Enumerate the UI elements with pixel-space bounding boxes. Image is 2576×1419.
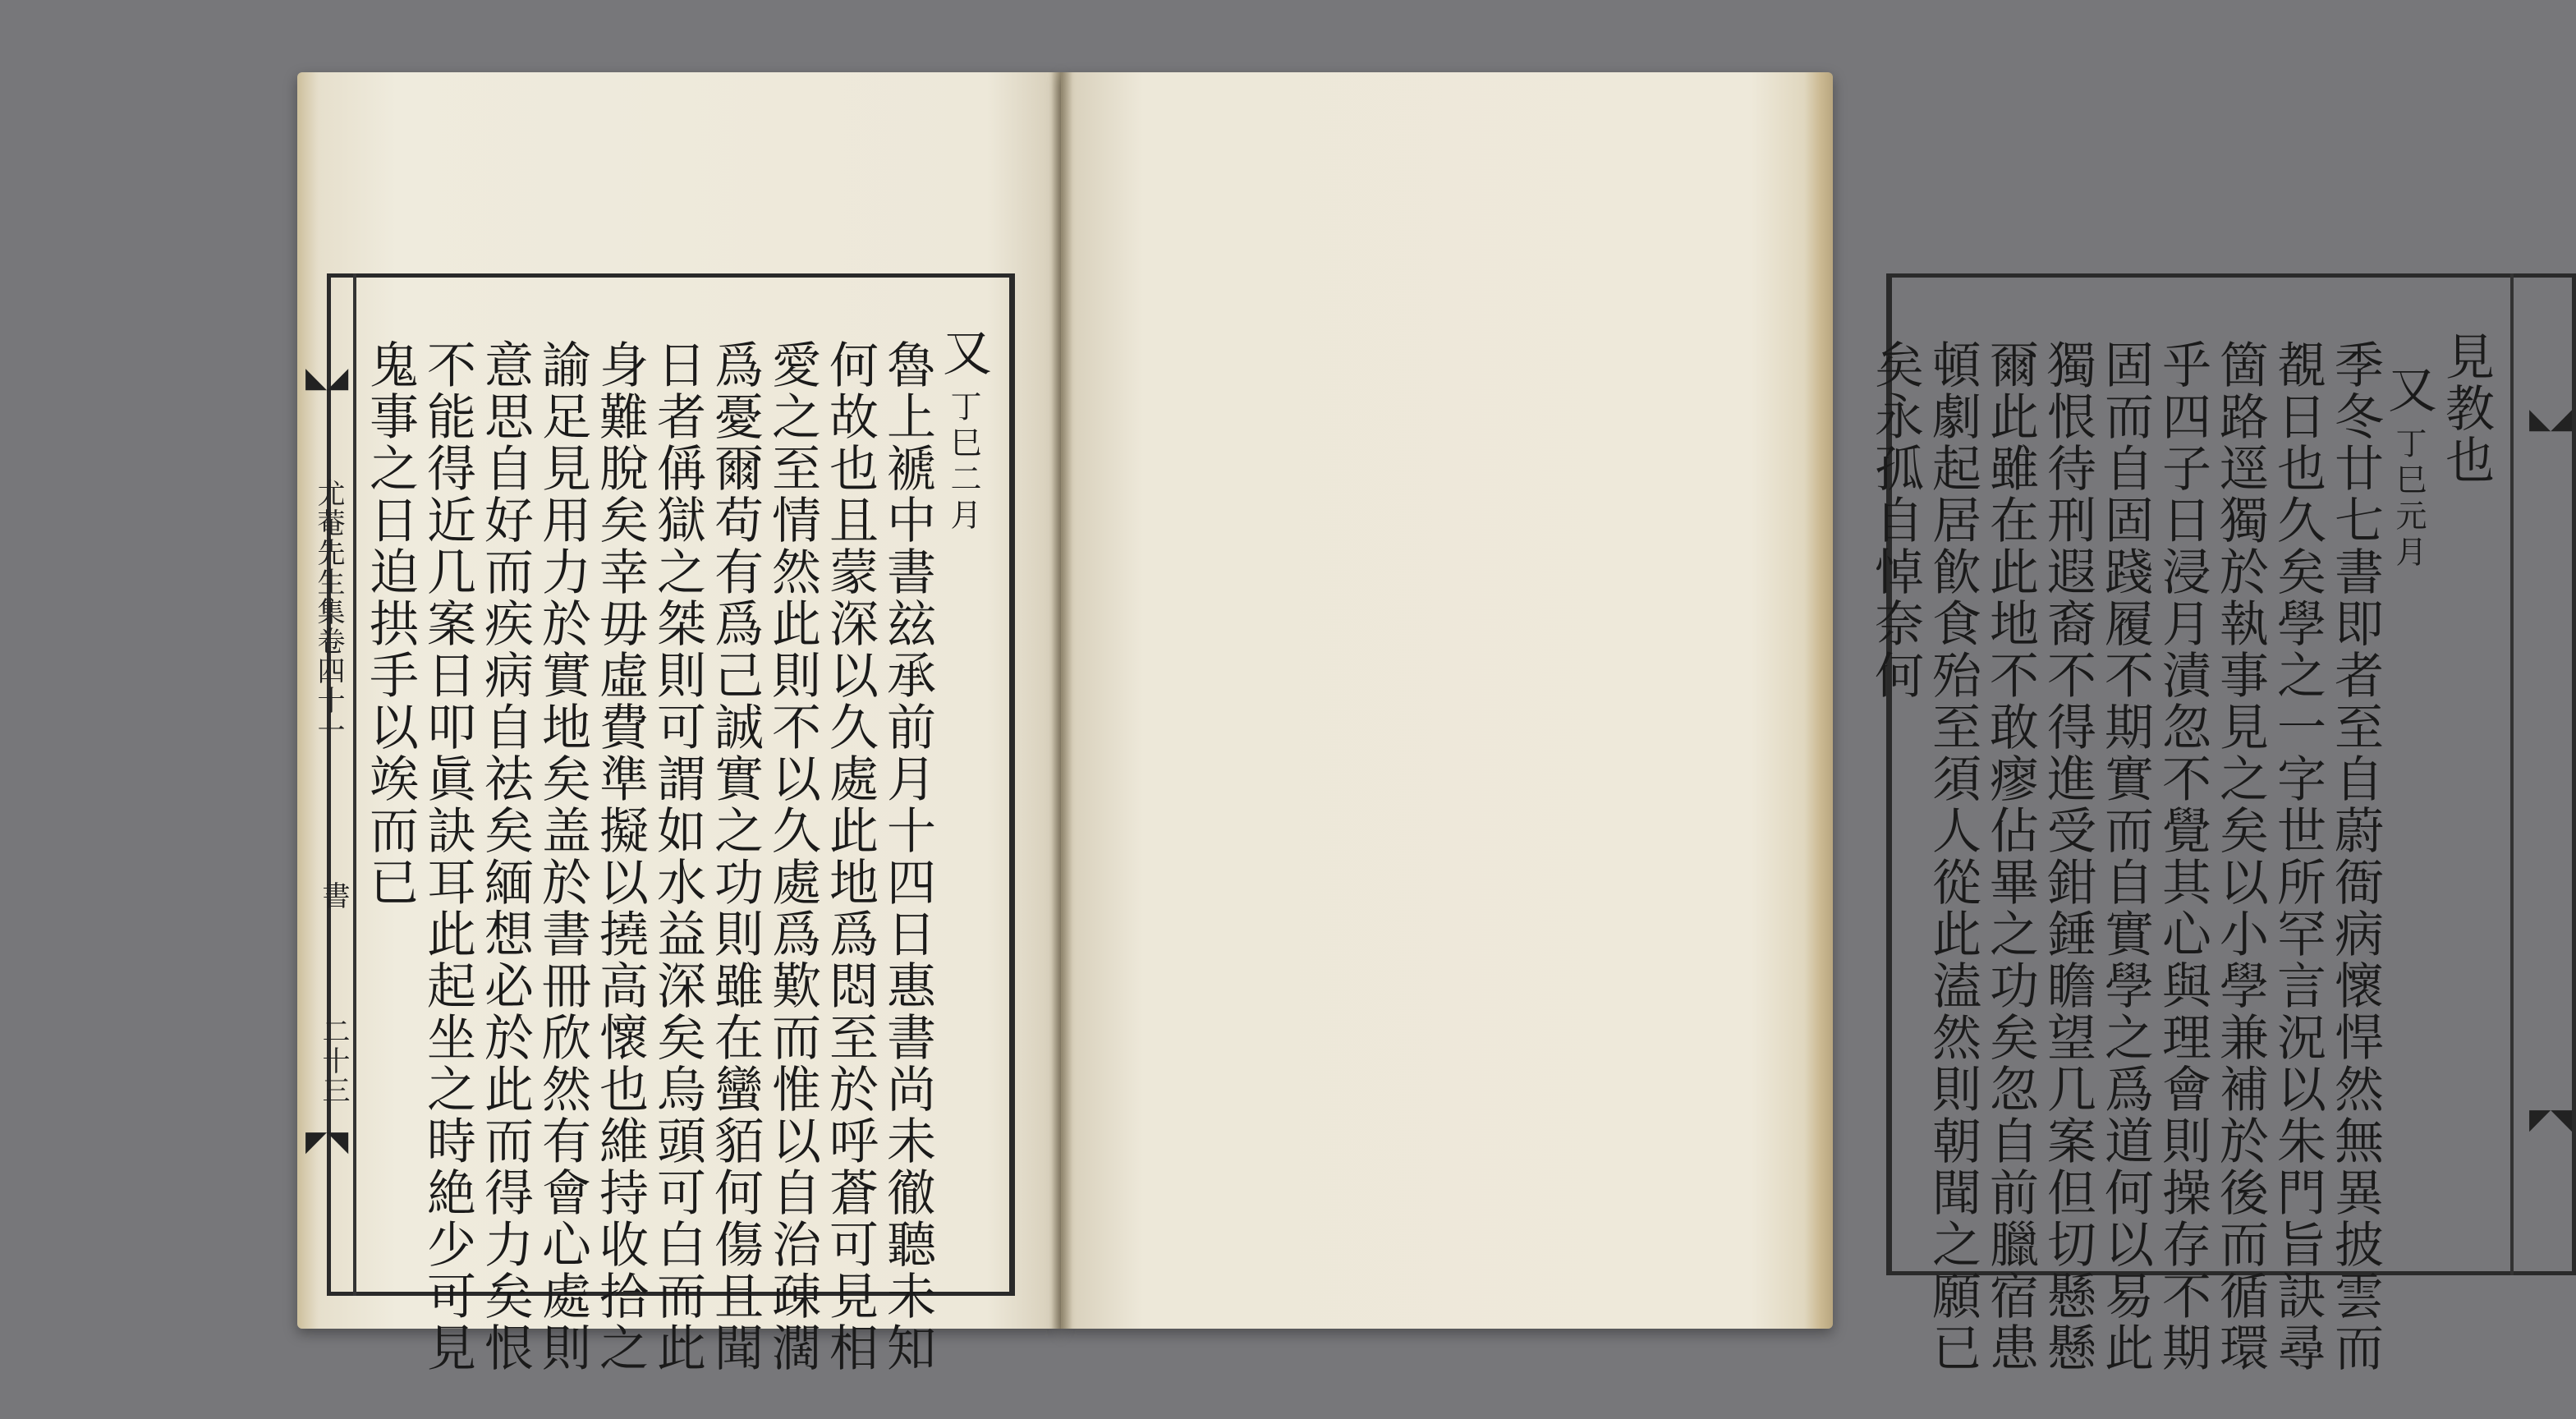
text-column: 魯上褫中書玆承前月十四日惠書尚未徹聽未知 [879,339,936,1374]
left-page [297,72,1061,1374]
page-number: 二十三 [317,1017,350,1105]
text-column: 覩日也久矣學之一字世所罕言況以朱門旨訣尋 [2269,339,2326,1374]
fish-tail-ornament-bottom: ◤◥ [305,1125,349,1158]
text-column: 季冬廿七書即者至自蔚衙病懷悍然無異披雲而 [2326,339,2384,1374]
text-column: 頓劇起居飮食殆至須人從此溘然則朝聞之願已 [1924,339,1981,1374]
text-column: 愛之至情然此則不以久處爲歎而惟以自治疎濶 [764,339,821,1374]
center-strip-rule [353,273,356,1296]
book-gutter [1051,72,1072,1329]
text-column: 固而自固踐履不期實而自實學之爲道何以易此 [2096,339,2154,1374]
text-column: 爲憂爾苟有爲己誠實之功則雖在蠻貊何傷且聞 [706,339,764,1374]
heading-date: 丁巳二月 [945,390,981,535]
left-heading [934,327,992,535]
text-column: 乎四子日浸月漬忽不覺其心與理會則操存不期 [2154,339,2211,1374]
center-section: 書 [317,881,350,911]
text-column: 諭足見用力於實地矣盖於書冊欣然有會心處則 [534,339,591,1374]
right-heading [2380,364,2437,572]
text-column: 日者偁獄之桀則可謂如水益深矣烏頭可白而此 [649,339,706,1374]
fish-tail-ornament-top: ◣◢ [305,361,349,394]
right-center-strip-rule [2510,273,2514,1275]
center-title: 尤菴先生集卷四十一 [312,479,345,745]
open-book [297,72,2573,1374]
heading-text: 又 [2380,364,2437,416]
text-column: 不能得近几案日叩眞訣耳此起坐之時絶少可見 [419,339,476,1374]
text-column: 爾此雖在此地不敢瘳佔畢之功矣忽自前臘宿患 [1981,339,2039,1374]
right-page [1061,72,2573,1374]
heading-text: 又 [934,327,992,379]
text-column: 意思自好而疾病自祛矣緬想必於此而得力矣恨 [476,339,534,1374]
heading-date: 丁巳元月 [2390,427,2427,572]
text-column: 身難脫矣幸毋虛費準擬以撓高懷也維持收拾之 [591,339,649,1374]
text-column: 獨恨待刑遐裔不得進受鉗錘瞻望几案但切懸懸 [2039,339,2096,1374]
text-column: 鬼事之日迫拱手以竢而已 [361,339,419,908]
fish-tail-ornament-top-right: ◣◢ [2529,402,2573,435]
right-first-column: 見教也 [2437,331,2495,486]
text-column: 箇路逕獨於執事見之矣以小學兼補於後而循環 [2211,339,2269,1374]
text-column: 何故也且蒙深以久處此地爲悶至於呼蒼可見相 [821,339,879,1374]
text-column: 矣永孤自悼奈何 [1867,339,1924,701]
fish-tail-ornament-bottom-right: ◤◥ [2529,1103,2573,1136]
